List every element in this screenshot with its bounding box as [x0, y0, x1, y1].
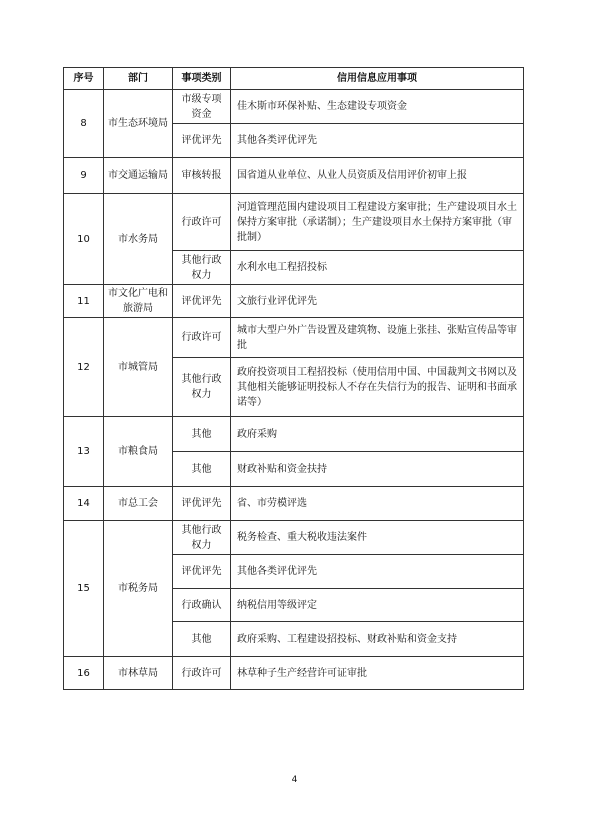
- table-row: [64, 285, 524, 318]
- row-dept: 市总工会: [104, 487, 173, 521]
- row-item: 财政补贴和资金扶持: [231, 452, 524, 487]
- row-category: 行政许可: [173, 318, 231, 358]
- row-item: 税务检查、重大税收违法案件: [231, 521, 524, 555]
- row-item: 其他各类评优评先: [231, 555, 524, 589]
- row-item: 政府投资项目工程招投标（使用信用中国、中国裁判文书网以及其他相关能够证明投标人不存在失信行为的报告、证明和书面承诺等）: [231, 358, 524, 417]
- table-row: [64, 417, 524, 452]
- row-dept: 市城管局: [104, 318, 173, 417]
- table-row: [64, 158, 524, 194]
- header-dept: 部门: [104, 68, 173, 90]
- row-category: 其他: [173, 452, 231, 487]
- row-dept: 市税务局: [104, 521, 173, 657]
- row-category: 其他: [173, 417, 231, 452]
- row-dept: 市文化广电和旅游局: [104, 285, 173, 318]
- row-category: 审核转报: [173, 158, 231, 194]
- row-category: 评优评先: [173, 487, 231, 521]
- row-item: 国省道从业单位、从业人员资质及信用评价初审上报: [231, 158, 524, 194]
- row-no: 9: [64, 158, 104, 194]
- row-category: 行政许可: [173, 657, 231, 690]
- row-item: 政府采购、工程建设招投标、财政补贴和资金支持: [231, 622, 524, 657]
- row-category: 评优评先: [173, 555, 231, 589]
- row-item: 林草种子生产经营许可证审批: [231, 657, 524, 690]
- row-category: 其他: [173, 622, 231, 657]
- row-category: 行政确认: [173, 589, 231, 622]
- row-item: 河道管理范围内建设项目工程建设方案审批；生产建设项目水土保持方案审批（承诺制）；生产建设项目水土保持方案审批（审批制）: [231, 194, 524, 251]
- table-header-row: [64, 68, 524, 90]
- row-no: 11: [64, 285, 104, 318]
- row-category: 市级专项资金: [173, 90, 231, 124]
- table-row: [64, 521, 524, 555]
- header-no: 序号: [64, 68, 104, 90]
- row-no: 8: [64, 90, 104, 158]
- row-category: 行政许可: [173, 194, 231, 251]
- table-row: [64, 90, 524, 124]
- row-no: 12: [64, 318, 104, 417]
- row-item: 省、市劳模评选: [231, 487, 524, 521]
- row-no: 15: [64, 521, 104, 657]
- row-category: 评优评先: [173, 285, 231, 318]
- row-no: 13: [64, 417, 104, 487]
- row-dept: 市粮食局: [104, 417, 173, 487]
- table-row: [64, 318, 524, 358]
- row-no: 10: [64, 194, 104, 285]
- credit-application-table: [63, 67, 524, 690]
- row-item: 其他各类评优评先: [231, 124, 524, 158]
- row-category: 其他行政权力: [173, 521, 231, 555]
- row-item: 佳木斯市环保补贴、生态建设专项资金: [231, 90, 524, 124]
- row-no: 14: [64, 487, 104, 521]
- table-row: [64, 194, 524, 251]
- row-category: 其他行政权力: [173, 251, 231, 285]
- row-item: 城市大型户外广告设置及建筑物、设施上张挂、张贴宣传品等审批: [231, 318, 524, 358]
- row-category: 评优评先: [173, 124, 231, 158]
- table-row: [64, 657, 524, 690]
- row-dept: 市水务局: [104, 194, 173, 285]
- row-item: 水利水电工程招投标: [231, 251, 524, 285]
- row-item: 纳税信用等级评定: [231, 589, 524, 622]
- header-item: 信用信息应用事项: [231, 68, 524, 90]
- row-item: 文旅行业评优评先: [231, 285, 524, 318]
- row-dept: 市林草局: [104, 657, 173, 690]
- row-dept: 市生态环境局: [104, 90, 173, 158]
- row-dept: 市交通运输局: [104, 158, 173, 194]
- header-category: 事项类别: [173, 68, 231, 90]
- page-number: 4: [291, 775, 298, 785]
- row-category: 其他行政权力: [173, 358, 231, 417]
- row-no: 16: [64, 657, 104, 690]
- row-item: 政府采购: [231, 417, 524, 452]
- table-row: [64, 487, 524, 521]
